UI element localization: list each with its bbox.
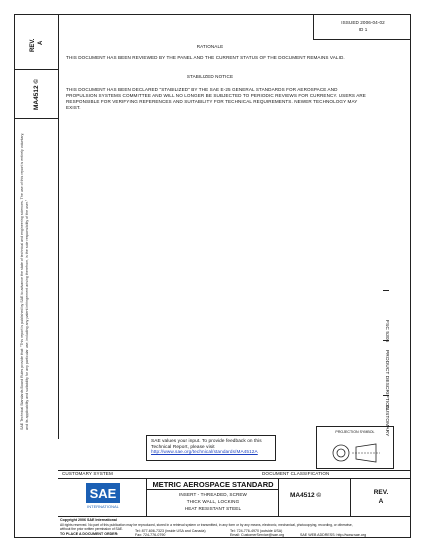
issue-id: ID 1	[358, 27, 368, 32]
standard-title: METRIC AEROSPACE STANDARD	[152, 480, 274, 489]
feedback-link[interactable]: http://www.sae.org/technical/standards/MA4512A	[151, 449, 258, 455]
right-margin-fsc: FSC 5305	[384, 320, 389, 343]
rev-value-vertical: A	[38, 40, 44, 45]
document-number: MA4512 ©	[290, 492, 322, 499]
feedback-box	[146, 435, 276, 461]
rationale-body: THIS DOCUMENT HAS BEEN REVIEWED BY THE PANEL AND THE CURRENT STATUS OF THE DOCUMENT REMAINS VALID.	[66, 55, 345, 60]
sae-logo-icon	[86, 483, 120, 509]
issue-date: ISSUED 2006-04-02	[341, 20, 385, 25]
description-line-2: THICK WALL, LOCKING	[186, 499, 240, 504]
rationale-heading: RATIONALE	[196, 44, 224, 49]
projection-symbol-label: PROJECTION SYMBOL	[335, 430, 375, 434]
description-line-3: HEAT RESISTANT STEEL	[184, 506, 242, 511]
footer-order-label: TO PLACE A DOCUMENT ORDER:	[60, 532, 119, 536]
document-classification-label: DOCUMENT CLASSIFICATION	[262, 471, 330, 476]
stabilized-body: THIS DOCUMENT HAS BEEN DECLARED "STABILIZED" BY THE SAE E-25 GENERAL STANDARDS FOR AEROSPACE AND PROPULSION SYSTEMS COMMITTEE AND WILL NO LONGER BE SUBJECTED TO PERIODIC REVIEWS FOR CURRENCY. USERS ARE RESPONSIBLE FOR VERIFYING REFERENCES AND SUITABILITY FOR TECHNICAL REQUIREMENTS. NEWER TECHNOLOGY MAY EXIST.	[66, 87, 366, 110]
footer-tel: Tel: 877-606-7323 (inside USA and Canada)	[135, 529, 206, 533]
stabilized-heading: STABILIZED NOTICE	[186, 74, 234, 79]
footer-email[interactable]: Email: CustomerService@sae.org	[230, 533, 285, 537]
right-margin-customary: CUSTOMARY	[384, 405, 389, 437]
footer-tel2: Tel: 724-776-4970 (outside USA)	[230, 529, 283, 533]
customary-system-label: CUSTOMARY SYSTEM	[62, 471, 113, 476]
left-margin-legal-text: SAE Technical Standards Board Rules provide that: "This report is published by SAE to advance the state of technical and engineering sciences. The use of this report is entirely voluntary, and its applicability and suitability for any particular use, including any patent infringement arising therefrom, is the sole responsibility of the user."	[20, 132, 29, 430]
projection-symbol-icon	[330, 442, 382, 464]
title-rev-value: A	[378, 498, 384, 505]
footer-fax: Fax: 724-776-0790	[135, 533, 166, 537]
rev-label-vertical: REV.	[30, 38, 36, 52]
doc-number-vertical: MA4512 ©	[33, 78, 40, 110]
title-rev-label: REV.	[373, 489, 389, 496]
footer-rights: All rights reserved. No part of this publication may be reproduced, stored in a retrieval system or transmitted, in any form or by any means, electronic, mechanical, photocopying, recording, or otherwise, without the prior written permission of SAE.	[60, 523, 353, 531]
right-margin-product-description: PRODUCT DESCRIPTION	[384, 350, 389, 410]
logo-text: SAE	[89, 486, 117, 501]
footer-web[interactable]: SAE WEB ADDRESS: http://www.sae.org	[300, 533, 367, 537]
description-line-1: INSERT - THREADED, SCREW	[179, 492, 247, 497]
feedback-text: SAE values your input. To provide feedback on this Technical Report, please visit	[151, 438, 262, 449]
logo-subtext: INTERNATIONAL	[87, 504, 119, 509]
footer-copyright: Copyright 2006 SAE International	[60, 518, 117, 522]
